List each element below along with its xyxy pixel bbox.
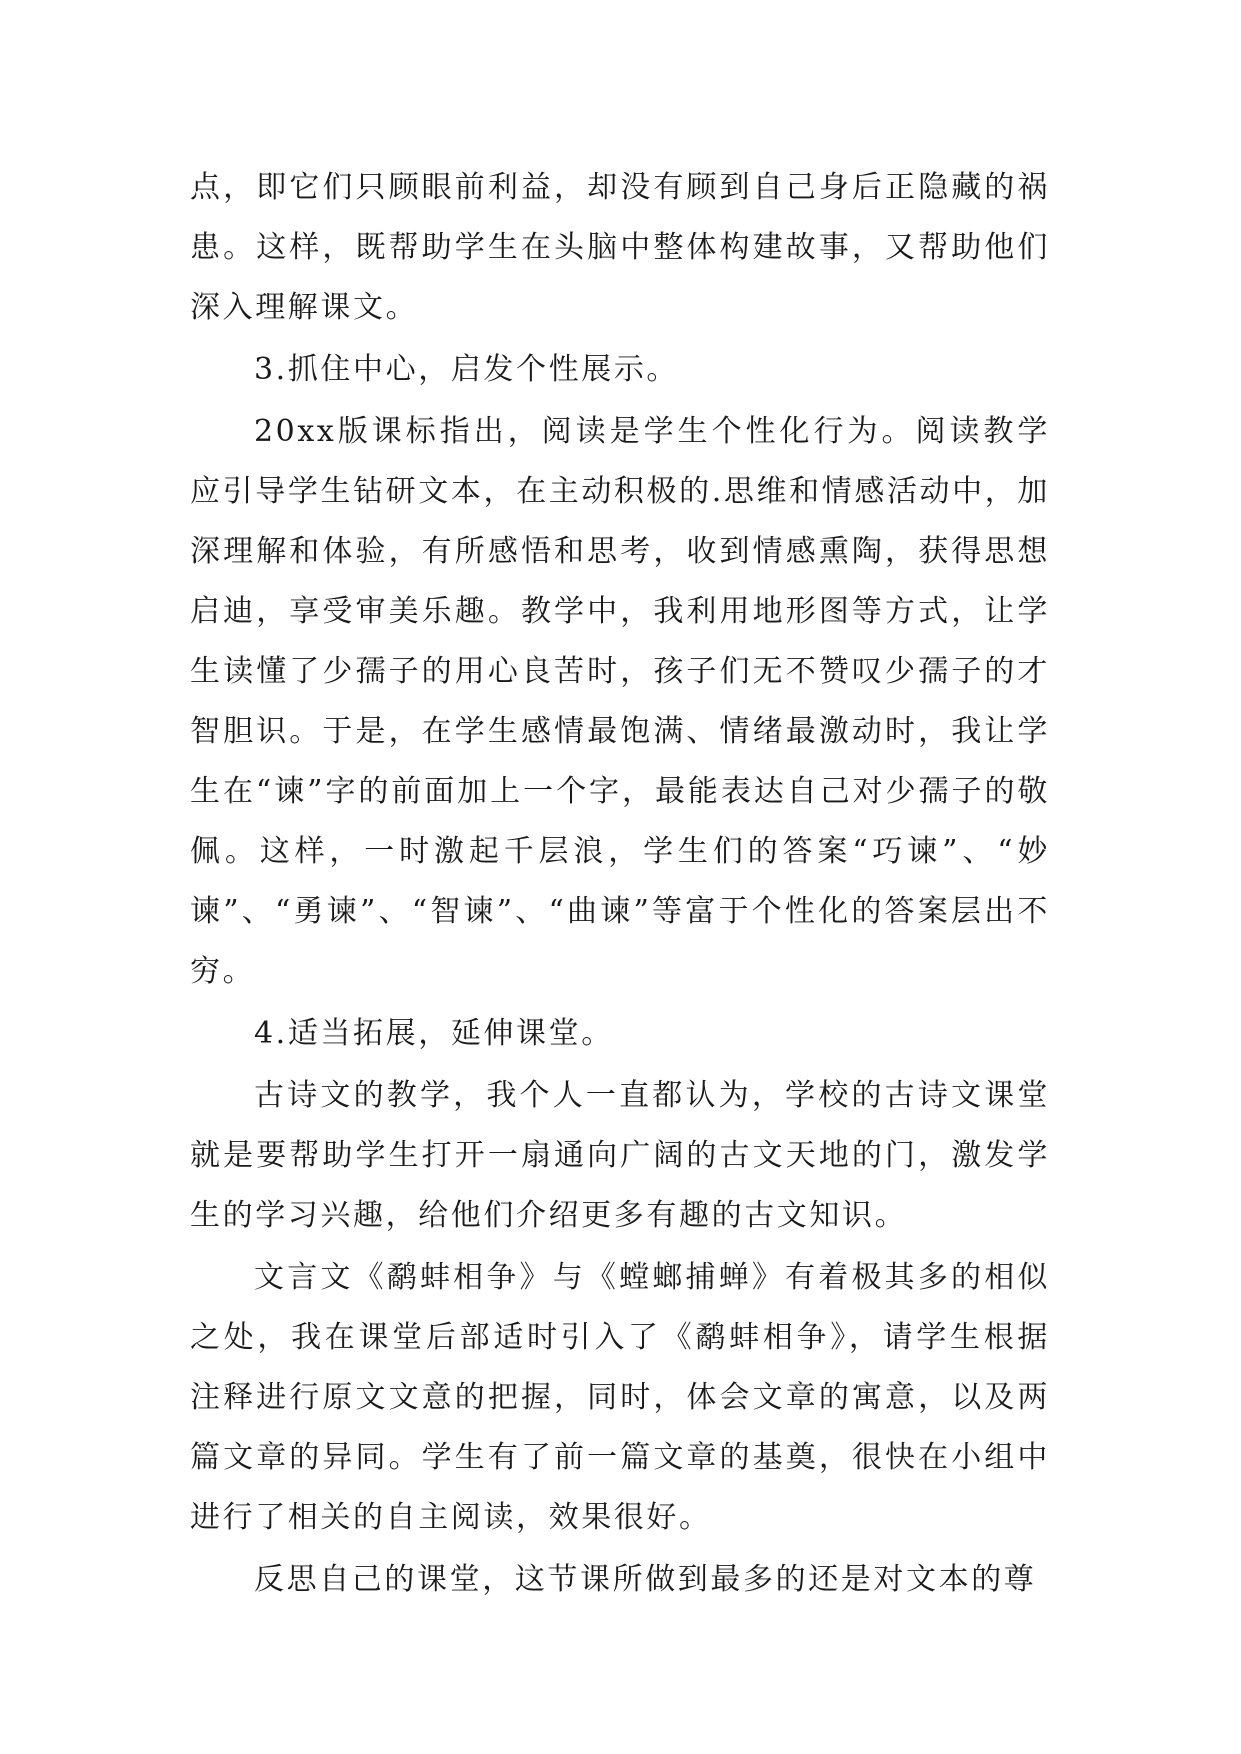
paragraph-classical-teaching: 古诗文的教学，我个人一直都认为，学校的古诗文课堂就是要帮助学生打开一扇通向广阔的古文天地的门，激发学生的学习兴趣，给他们介绍更多有趣的古文知识。 — [190, 1078, 1050, 1233]
paragraph-reflection: 反思自己的课堂，这节课所做到最多的还是对文本的尊 — [254, 1562, 1037, 1597]
paragraph-continuation: 点，即它们只顾眼前利益，却没有顾到自己身后正隐藏的祸患。这样，既帮助学生在头脑中整体构建故事，又帮助他们深入理解课文。 — [190, 170, 1050, 325]
paragraph-heading-3: 3.抓住中心，启发个性展示。 — [254, 352, 680, 387]
paragraph-comparison: 文言文《鹬蚌相争》与《螳螂捕蝉》有着极其多的相似之处，我在课堂后部适时引入了《鹬蚌相争》，请学生根据注释进行原文文意的把握，同时，体会文章的寓意，以及两篇文章的异同。学生有了前一篇文章的基奠，很快在小组中进行了相关的自主阅读，效果很好。 — [190, 1260, 1050, 1535]
document-body — [190, 158, 1050, 1612]
paragraph-heading-4: 4.适当拓展，延伸课堂。 — [254, 1016, 614, 1051]
paragraph-curriculum: 20xx版课标指出，阅读是学生个性化行为。阅读教学应引导学生钻研文本，在主动积极的.思维和情感活动中，加深理解和体验，有所感悟和思考，收到情感熏陶，获得思想启迪，享受审美乐趣。教学中，我利用地形图等方式，让学生读懂了少孺子的用心良苦时，孩子们无不赞叹少孺子的才智胆识。于是，在学生感情最饱满、情绪最激动时，我让学生在“谏”字的前面加上一个字，最能表达自己对少孺子的敬佩。这样，一时激起千层浪，学生们的答案“巧谏”、“妙谏”、“勇谏”、“智谏”、“曲谏”等富于个性化的答案层出不穷。 — [190, 414, 1050, 989]
